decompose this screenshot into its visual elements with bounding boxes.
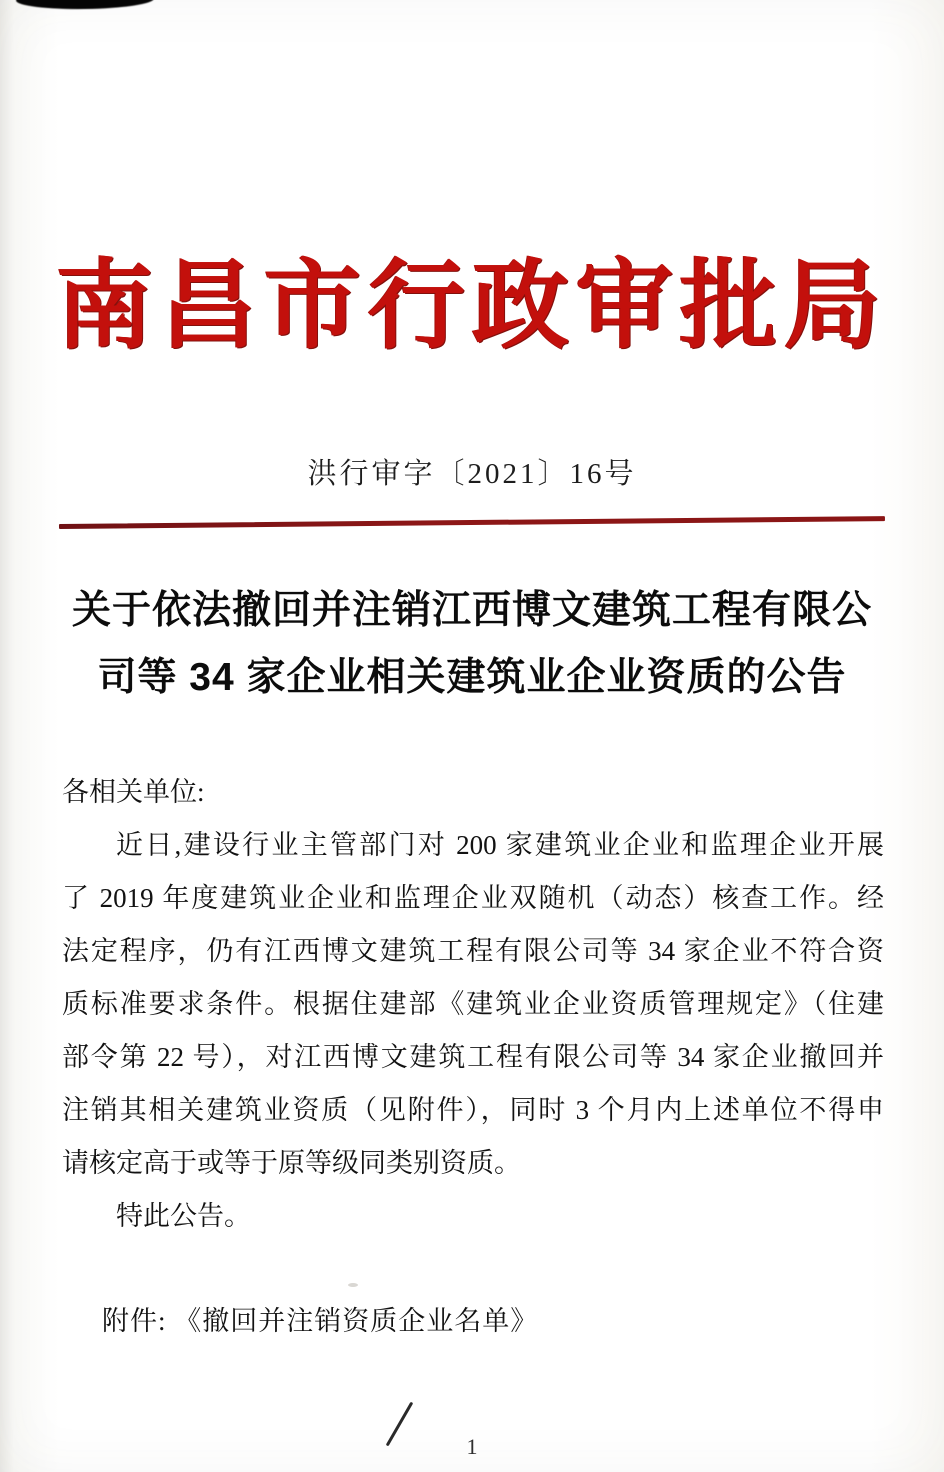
notice-title (30, 577, 914, 711)
notice-title-line1: 关于依法撤回并注销江西博文建筑工程有限公 (71, 589, 872, 632)
closing-line: 特此公告。 (116, 1201, 251, 1231)
body-line: 注销其相关建筑业资质（见附件），同时 3 个月内上述单位不得申 (62, 1095, 884, 1125)
agency-title: 南昌市行政审批局 (56, 253, 888, 360)
red-divider-line (59, 516, 885, 529)
notice-title-line2: 司等 34 家企业相关建筑业企业资质的公告 (97, 656, 847, 699)
notice-body (62, 766, 884, 1348)
document-number: 洪行审字〔2021〕16号 (307, 458, 637, 490)
body-line: 近日,建设行业主管部门对 200 家建筑业企业和监理企业开展 (116, 830, 884, 860)
salutation-line: 各相关单位: (62, 777, 205, 807)
body-line: 法定程序，仍有江西博文建筑工程有限公司等 34 家企业不符合资 (62, 936, 884, 966)
body-line: 部令第 22 号），对江西博文建筑工程有限公司等 34 家企业撤回并 (62, 1042, 884, 1072)
scan-artifact-top-smudge (16, 0, 154, 10)
body-line: 请核定高于或等于原等级同类别资质。 (62, 1148, 521, 1178)
scan-artifact-speck (348, 1283, 358, 1287)
body-line: 了 2019 年度建筑业企业和监理企业双随机（动态）核查工作。经 (62, 883, 884, 913)
page-number: 1 (466, 1434, 478, 1459)
attachment-line: 附件: 《撤回并注销资质企业名单》 (102, 1306, 539, 1336)
body-line: 质标准要求条件。根据住建部《建筑业企业资质管理规定》（住建 (62, 989, 884, 1019)
